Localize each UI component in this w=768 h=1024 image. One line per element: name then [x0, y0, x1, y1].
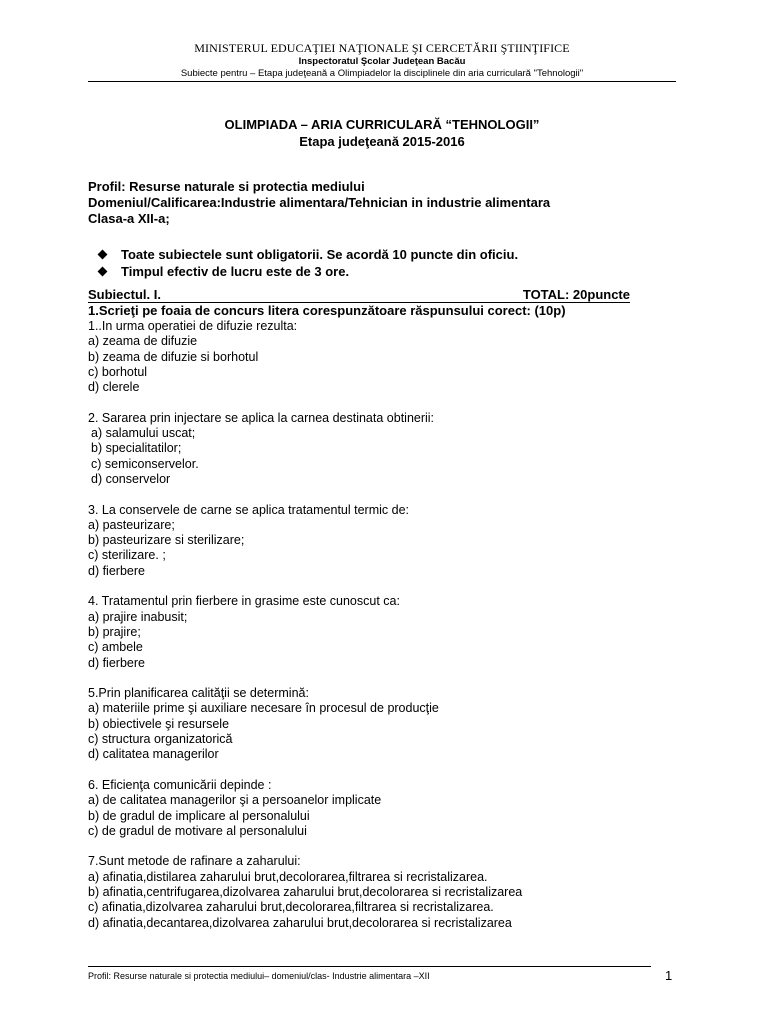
question-text: 6. Eficienţa comunicării depinde : — [88, 777, 272, 792]
answer-option: b) pasteurizare si sterilizare; — [88, 533, 245, 548]
domain-line: Domeniul/Calificarea:Industrie alimentara/Tehnician in industrie alimentara — [88, 195, 551, 210]
profile-line: Profil: Resurse naturale si protectia mediului — [88, 179, 365, 194]
question — [88, 594, 676, 670]
answer-option: b) de gradul de implicare al personalului — [88, 808, 310, 823]
answer-option: d) clerele — [88, 380, 140, 395]
rule-item — [97, 246, 677, 263]
footer-text: Profil: Resurse naturale si protectia mediului– domeniul/clas- Industrie alimentara –XII — [88, 971, 430, 981]
question-text: 5.Prin planificarea calităţii se determină: — [88, 686, 309, 701]
questions-list — [88, 319, 676, 946]
rule-text: Toate subiectele sunt obligatorii. Se acordă 10 puncte din oficiu. — [121, 247, 519, 262]
answer-option: a) zeama de difuzie — [88, 334, 198, 349]
diamond-bullet-icon — [98, 267, 108, 277]
answer-option: b) obiectivele şi resursele — [88, 716, 230, 731]
subject-total: TOTAL: 20puncte — [522, 287, 630, 302]
header-inspectorate: Inspectoratul Şcolar Judeţean Bacău — [298, 56, 466, 67]
answer-option: a) prajire inabusit; — [88, 609, 188, 624]
question — [88, 319, 676, 395]
question-text: 1..In urma operatiei de difuzie rezulta: — [88, 319, 298, 333]
answer-option: b) prajire; — [88, 624, 141, 639]
answer-option: c) semiconservelor. — [91, 456, 199, 471]
answer-option: b) zeama de difuzie si borhotul — [88, 349, 259, 364]
question — [88, 778, 676, 839]
question — [88, 503, 676, 579]
class-line: Clasa-a XII-a; — [88, 211, 170, 226]
question — [88, 686, 676, 762]
answer-option: b) specialitatilor; — [91, 441, 182, 456]
diamond-bullet-icon — [98, 250, 108, 260]
answer-option: a) de calitatea managerilor şi a persoanelor implicate — [88, 793, 382, 808]
header-ministry: MINISTERUL EDUCAŢIEI NAŢIONALE ŞI CERCETĂRII ŞTIINŢIFICE — [194, 41, 570, 55]
question — [88, 854, 676, 930]
answer-option: c) ambele — [88, 640, 143, 655]
document-page — [88, 0, 676, 1024]
rule-item — [97, 263, 677, 280]
header-subjects: Subiecte pentru – Etapa judeţeană a Olimpiadelor la disciplinele din aria curriculară "Tehnologii" — [180, 68, 584, 79]
question-text: 2. Sararea prin injectare se aplica la carnea destinata obtinerii: — [88, 410, 435, 425]
page-number: 1 — [665, 968, 673, 983]
question-text: 3. La conservele de carne se aplica tratamentul termic de: — [88, 502, 410, 517]
subject-header — [88, 287, 630, 303]
answer-option: a) salamului uscat; — [91, 426, 196, 441]
answer-option: d) fierbere — [88, 563, 145, 578]
answer-option: b) afinatia,centrifugarea,dizolvarea zaharului brut,decolorarea si recristalizarea — [88, 884, 523, 899]
header-divider — [88, 81, 676, 82]
answer-option: c) afinatia,dizolvarea zaharului brut,decolorarea,filtrarea si recristalizarea. — [88, 900, 494, 915]
rules-list — [97, 246, 677, 280]
subject-label: Subiectul. I. — [88, 287, 161, 302]
answer-option: d) fierbere — [88, 655, 145, 670]
answer-option: c) borhotul — [88, 364, 148, 379]
answer-option: d) conservelor — [91, 471, 171, 486]
page-subtitle: Etapa judeţeană 2015-2016 — [299, 134, 465, 149]
answer-option: a) afinatia,distilarea zaharului brut,decolorarea,filtrarea si recristalizarea. — [88, 869, 488, 884]
question — [88, 411, 676, 487]
answer-option: c) de gradul de motivare al personalului — [88, 823, 307, 838]
question-text: 7.Sunt metode de rafinare a zaharului: — [88, 854, 301, 869]
question-text: 4. Tratamentul prin fierbere in grasime este cunoscut ca: — [88, 594, 400, 609]
subject-instruction: 1.Scrieţi pe foaia de concurs litera corespunzătoare răspunsului corect: (10p) — [88, 303, 566, 318]
rule-text: Timpul efectiv de lucru este de 3 ore. — [121, 264, 350, 279]
answer-option: c) sterilizare. ; — [88, 548, 166, 563]
answer-option: a) materiile prime şi auxiliare necesare în procesul de producţie — [88, 701, 439, 716]
page-title: OLIMPIADA – ARIA CURRICULARĂ “TEHNOLOGII” — [224, 117, 540, 132]
answer-option: d) calitatea managerilor — [88, 747, 219, 762]
answer-option: a) pasteurizare; — [88, 517, 175, 532]
footer-divider — [88, 966, 651, 967]
answer-option: d) afinatia,decantarea,dizolvarea zaharului brut,decolorarea si recristalizarea — [88, 915, 512, 930]
answer-option: c) structura organizatorică — [88, 732, 233, 747]
